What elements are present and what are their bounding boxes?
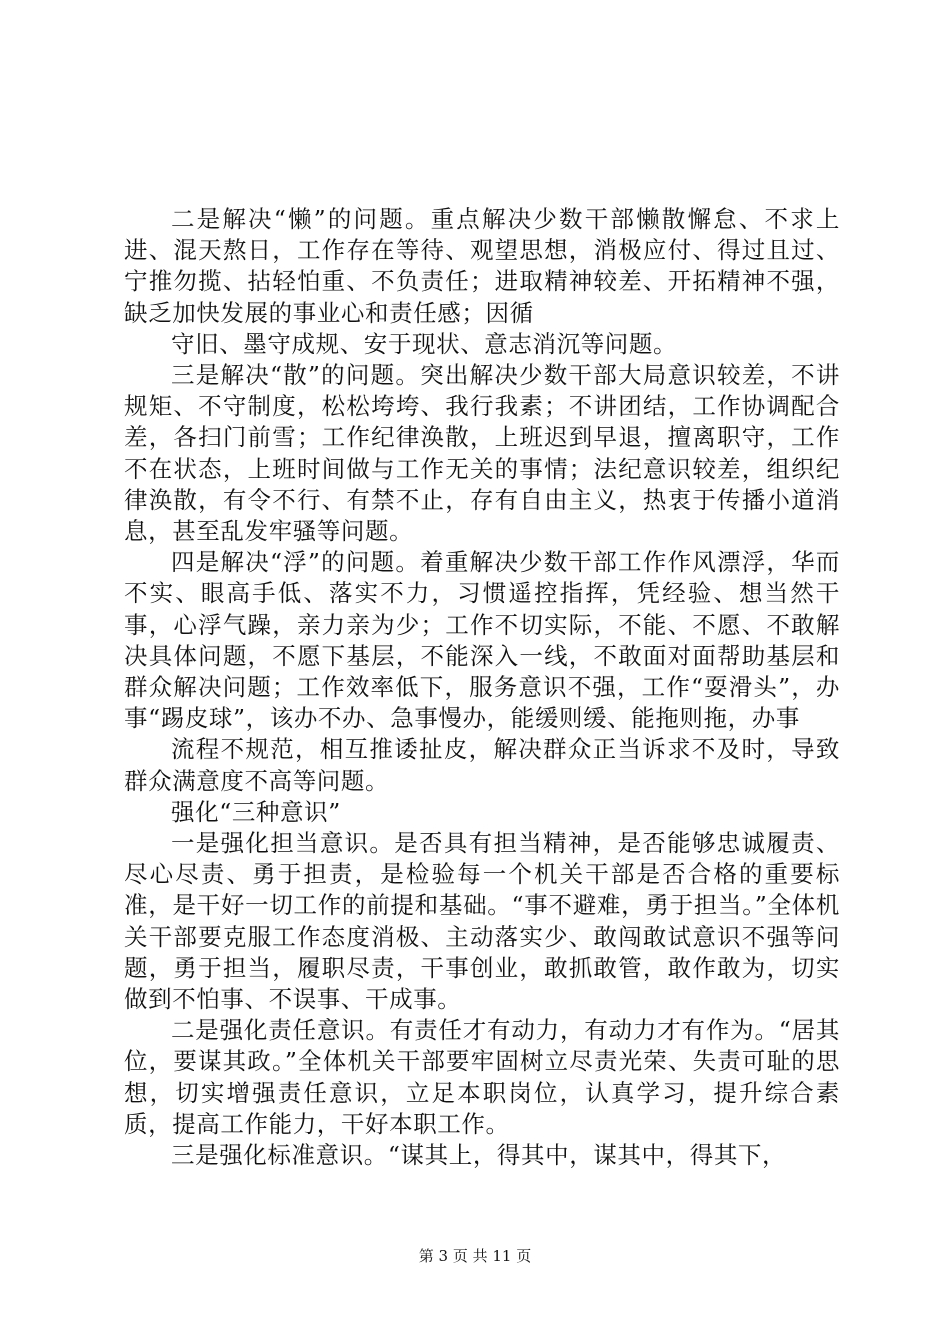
paragraph-lazy-issue-continued: 守旧、墨守成规、安于现状、意志消沉等问题。 [171, 329, 678, 358]
paragraph-scattered-issue: 三是解决“散”的问题。突出解决少数干部大局意识较差，不讲规矩、不守制度，松松垮垮、我行我素；不讲团结，工作协调配合差，各扫门前雪；工作纪律涣散，上班迟到早退，擅离职守，工作不在状态，上班时间做与工作无关的事情；法纪意识较差，组织纪律涣散，有令不行、有禁不止，存有自由主义，热衷于传播小道消息，甚至乱发牢骚等问题。 [124, 361, 840, 546]
page-number-footer: 第 3 页 共 11 页 [418, 1247, 532, 1265]
paragraph-responsibility-taking: 一是强化担当意识。是否具有担当精神，是否能够忠诚履责、尽心尽责、勇于担责，是检验每一个机关干部是否合格的重要标准，是干好一切工作的前提和基础。“事不避难，勇于担当。”全体机关干部要克服工作态度消极、主动落实少、敢闯敢试意识不强等问题，勇于担当，履职尽责，干事创业，敢抓敢管，敢作敢为，切实做到不怕事、不误事、干成事。 [124, 829, 840, 1014]
paragraph-floating-issue-continued: 流程不规范，相互推诿扯皮，解决群众正当诉求不及时，导致群众满意度不高等问题。 [124, 735, 840, 795]
paragraph-sense-of-duty: 二是强化责任意识。有责任才有动力，有动力才有作为。“居其位，要谋其政。”全体机关干部要牢固树立尽责光荣、失责可耻的思想，切实增强责任意识，立足本职岗位，认真学习，提升综合素质，提高工作能力，干好本职工作。 [124, 1016, 840, 1138]
paragraph-lazy-issue: 二是解决“懒”的问题。重点解决少数干部懒散懈怠、不求上进、混天熬日，工作存在等待、观望思想，消极应付、得过且过、宁推勿揽、拈轻怕重、不负责任；进取精神较差、开拓精神不强，缺乏加快发展的事业心和责任感；因循 [124, 205, 840, 327]
paragraph-standards-awareness: 三是强化标准意识。“谋其上，得其中，谋其中，得其下， [171, 1141, 787, 1170]
paragraph-floating-issue: 四是解决“浮”的问题。着重解决少数干部工作作风漂浮，华而不实、眼高手低、落实不力，习惯遥控指挥，凭经验、想当然干事，心浮气躁，亲力亲为少；工作不切实际，不能、不愿、不敢解决具体问题，不愿下基层，不能深入一线，不敢面对面帮助基层和群众解决问题；工作效率低下，服务意识不强，工作“耍滑头”，办事“踢皮球”，该办不办、急事慢办，能缓则缓、能拖则拖，办事 [124, 548, 840, 733]
document-body [124, 204, 840, 1171]
section-heading-three-awareness: 强化“三种意识” [171, 797, 341, 826]
